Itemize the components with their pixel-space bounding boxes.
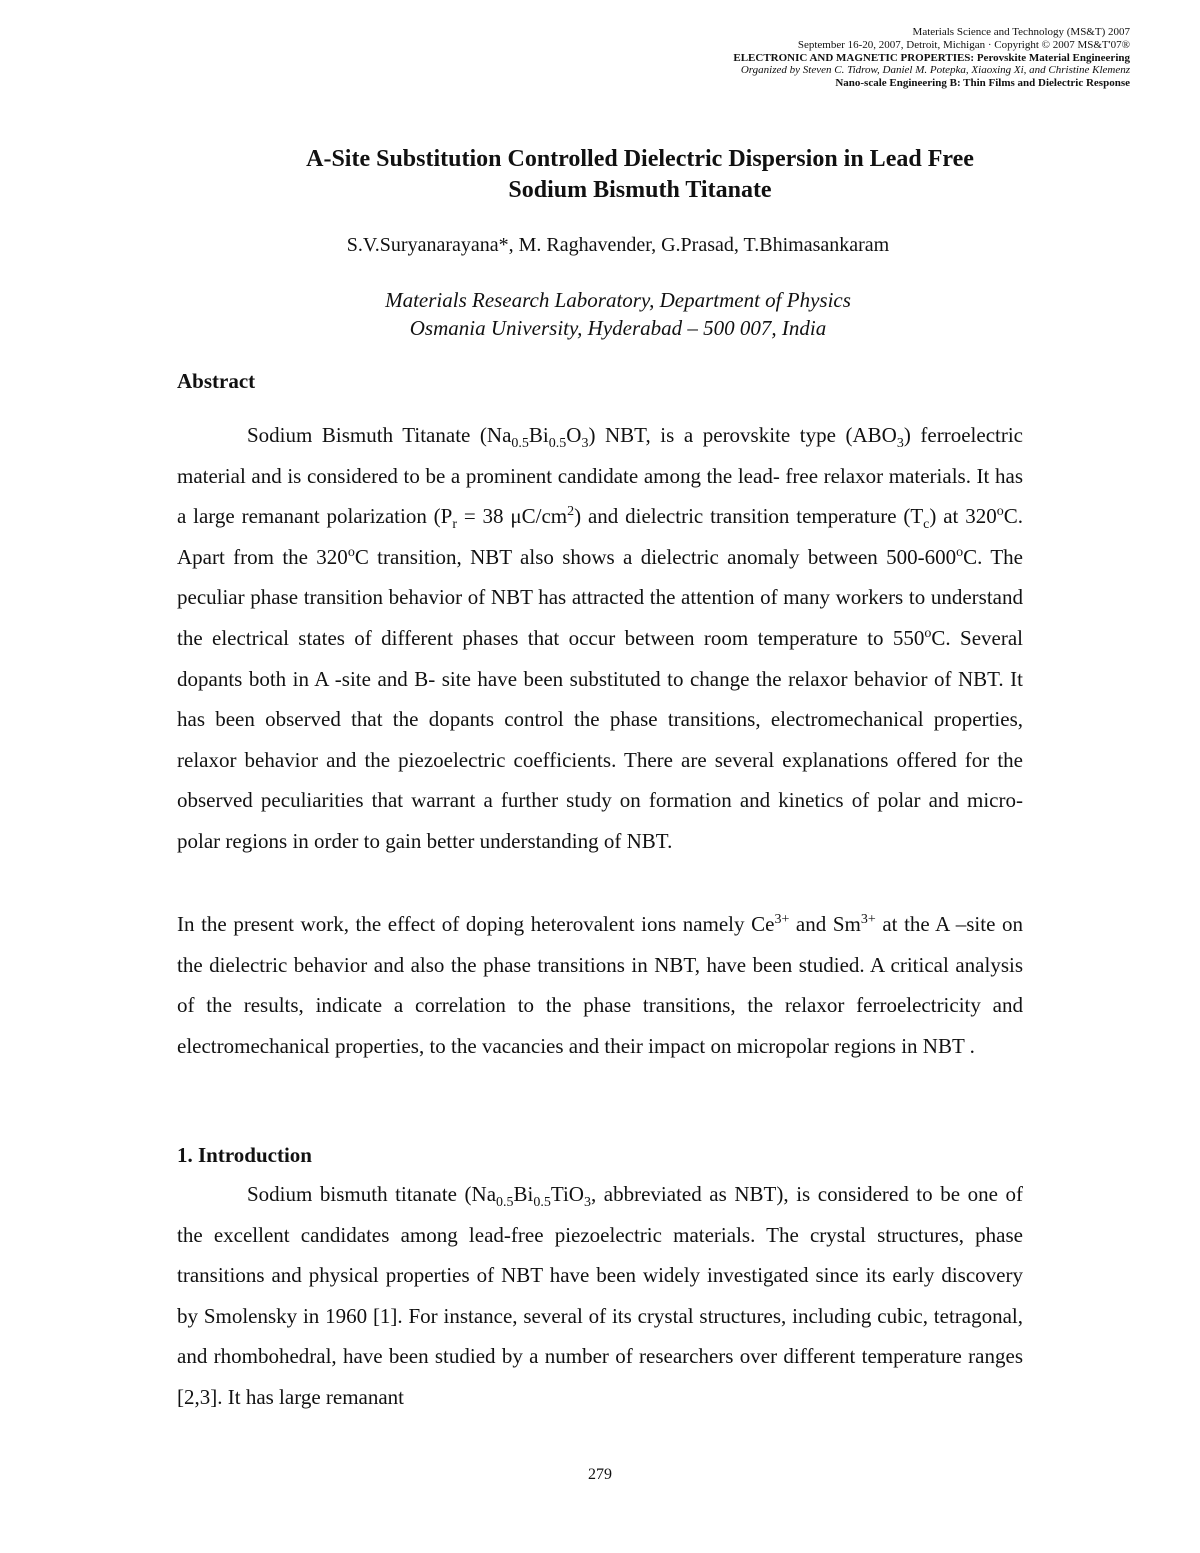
intro-p1-text: Sodium bismuth titanate (Na — [247, 1182, 497, 1206]
superscript: o — [924, 625, 932, 641]
subscript: 0.5 — [548, 436, 567, 451]
abstract-p1-text: ) NBT, is a perovskite type (ABO — [588, 423, 897, 447]
subscript: 3 — [896, 436, 904, 451]
introduction-heading: 1. Introduction — [177, 1143, 312, 1167]
subscript: 3 — [581, 436, 589, 451]
running-header-dates: September 16-20, 2007, Detroit, Michigan · Copyright © 2007 MS&T'07® — [797, 38, 1130, 51]
paper-title-line-1: A-Site Substitution Controlled Dielectric Dispersion in Lead Free — [306, 146, 974, 172]
intro-p1-text: , abbreviated as NBT), is considered to be one of the excellent candidates among lead-free piezoelectric materials. The crystal structures, phase transitions and physical properties of NBT have been widely investigated since its early discovery by Smolensky in 1960 [1]. For instance, several of its crystal structures, including cubic, tetragonal, and rhombohedral, have been studied by a number of researchers over different temperature ranges [2,3]. It has large remanant — [177, 1182, 1023, 1409]
abstract-p1-text: C. Several dopants both in A -site and B- site have been substituted to change the relaxor behavior of NBT. It has been observed that the dopants control the phase transitions, electromechanical properties, relaxor behavior and the piezoelectric coefficients. There are several explanations offered for the observed peculiarities that warrant a further study on formation and kinetics of polar and micro-polar regions in order to gain better understanding of NBT. — [177, 625, 1023, 853]
abstract-p1-text: C transition, NBT also shows a dielectric anomaly between 500-600 — [354, 544, 957, 569]
abstract-p1-text: Bi — [528, 423, 549, 447]
abstract-p2-text: at the A –site on the dielectric behavior and also the phase transitions in NBT, have been studied. A critical analysis of the results, indicate a correlation to the phase transitions, the relaxor ferroelectricity and electromechanical properties, to the vacancies and their impact on micropolar regions in NBT . — [177, 912, 1024, 1058]
affiliation-line-1: Materials Research Laboratory, Department of Physics — [385, 288, 851, 312]
superscript: o — [996, 504, 1004, 520]
abstract-paragraph-2 — [177, 904, 1023, 1066]
abstract-p1-text: O — [566, 423, 582, 447]
running-header-conference: Materials Science and Technology (MS&T) 2007 — [912, 26, 1130, 38]
subscript: 0.5 — [511, 436, 529, 451]
abstract-p2-text: In the present work, the effect of doping heterovalent ions namely Ce — [177, 912, 775, 936]
running-header-organizers: Organized by Steven C. Tidrow, Daniel M. Potepka, Xiaoxing Xi, and Christine Klemenz — [740, 64, 1130, 77]
author-list: S.V.Suryanarayana*, M. Raghavender, G.Prasad, T.Bhimasankaram — [346, 234, 890, 256]
introduction-paragraph-1 — [177, 1174, 1023, 1418]
paper-title — [200, 144, 1080, 206]
running-header — [410, 26, 1130, 90]
affiliation-line-2: Osmania University, Hyderabad – 500 007, India — [409, 316, 827, 340]
abstract-p1-text: = 38 μC/cm — [457, 504, 568, 529]
superscript: 3+ — [774, 912, 790, 927]
abstract-p2-text: and Sm — [789, 912, 861, 936]
intro-p1-text: Bi — [513, 1182, 534, 1206]
page-number: 279 — [588, 1466, 612, 1483]
subscript: 0.5 — [533, 1195, 551, 1210]
superscript: 3+ — [860, 912, 876, 927]
abstract-p1-text: Sodium Bismuth Titanate (Na — [247, 423, 512, 447]
paper-title-line-2: Sodium Bismuth Titanate — [508, 177, 772, 203]
subscript: r — [452, 517, 458, 533]
subscript: 3 — [583, 1195, 591, 1210]
abstract-p1-text: ) ferroelectric material and is considered to be a prominent candidate among the lead- free relaxor materials. It has a large remanant polarization (P — [177, 423, 1024, 529]
superscript: o — [347, 544, 355, 560]
affiliation — [178, 286, 1058, 342]
abstract-heading: Abstract — [177, 369, 256, 393]
abstract-paragraph-1 — [177, 415, 1023, 862]
intro-p1-text: TiO — [550, 1182, 584, 1206]
abstract-p1-text: ) at 320 — [929, 504, 997, 529]
abstract-p1-text: C. Apart from the 320 — [177, 504, 1023, 569]
running-header-symposium: ELECTRONIC AND MAGNETIC PROPERTIES: Perovskite Material Engineering — [733, 51, 1130, 64]
running-header-session: Nano-scale Engineering B: Thin Films and Dielectric Response — [835, 77, 1130, 90]
abstract-p1-text: ) and dielectric transition temperature (T — [574, 504, 924, 529]
abstract-p1-text: C. The peculiar phase transition behavior of NBT has attracted the attention of many workers to understand the electrical states of different phases that occur between room temperature to 550 — [177, 544, 1023, 650]
superscript: o — [956, 544, 964, 560]
subscript: c — [923, 517, 930, 533]
subscript: 0.5 — [496, 1195, 514, 1210]
superscript: 2 — [567, 504, 575, 520]
